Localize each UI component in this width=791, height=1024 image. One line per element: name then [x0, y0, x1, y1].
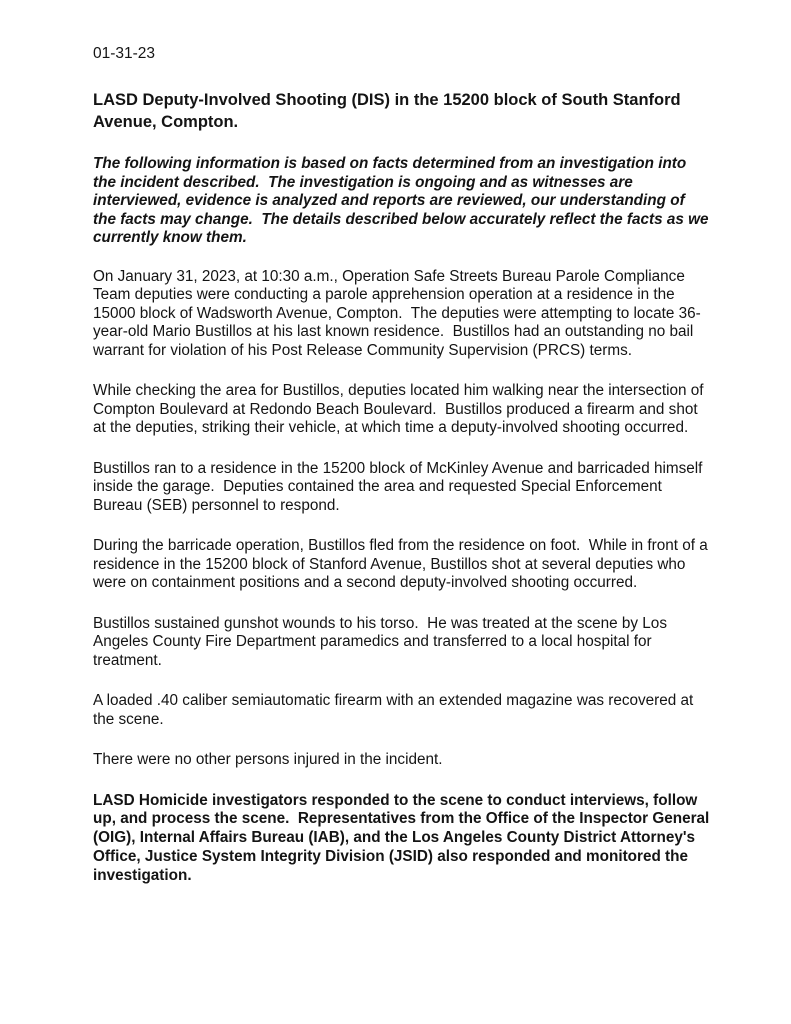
document-content: [93, 44, 714, 904]
paragraph-barricade: Bustillos ran to a residence in the 15200 block of McKinley Avenue and barricaded himself inside the garage. Deputies contained the area and requested Special Enforcement Bureau (SEB) personnel to respond.: [93, 459, 707, 514]
paragraph-disclaimer: The following information is based on facts determined from an investigation into the incident described. The investigation is ongoing and as witnesses are interviewed, evidence is analyzed and reports are reviewed, our understanding of the facts may change. The details described below accurately reflect the facts as we currently know them.: [93, 155, 713, 246]
paragraph-no-other-injuries: There were no other persons injured in the incident.: [93, 751, 443, 768]
paragraph-firearm-recovered: A loaded .40 caliber semiautomatic firearm with an extended magazine was recovered at the scene.: [93, 692, 698, 728]
paragraph-injuries: Bustillos sustained gunshot wounds to his torso. He was treated at the scene by Los Angeles County Fire Department paramedics and transferred to a local hospital for treatment.: [93, 614, 671, 669]
paragraph-first-shooting: While checking the area for Bustillos, deputies located him walking near the intersection of Compton Boulevard at Redondo Beach Boulevard. Bustillos produced a firearm and shot at the deputies, striking their vehicle, at which time a deputy-involved shooting occurred.: [93, 382, 708, 436]
document-title: LASD Deputy-Involved Shooting (DIS) in the 15200 block of South Stanford Avenue, Compton.: [93, 91, 681, 131]
paragraph-second-shooting: During the barricade operation, Bustillos fled from the residence on foot. While in front of a residence in the 15200 block of Stanford Avenue, Bustillos shot at several deputies who were on containment positions and a second deputy-involved shooting occurred.: [93, 537, 713, 591]
paragraph-investigation: LASD Homicide investigators responded to the scene to conduct interviews, follow up, and process the scene. Representatives from the Office of the Inspector General (OIG), Internal Affairs Bureau (IAB), and the Los Angeles County District Attorney's Office, Justice System Integrity Division (JSID) also responded and monitored the investigation.: [93, 791, 714, 884]
document-date: 01-31-23: [93, 45, 156, 62]
paragraph-incident-start: On January 31, 2023, at 10:30 a.m., Operation Safe Streets Bureau Parole Compliance Team deputies were conducting a parole apprehension operation at a residence in the 15000 block of Wadsworth Avenue, Compton. The deputies were attempting to locate 36-year-old Mario Bustillos at his last known residence. Bustillos had an outstanding no bail warrant for violation of his Post Release Community Supervision (PRCS) terms.: [93, 267, 701, 359]
